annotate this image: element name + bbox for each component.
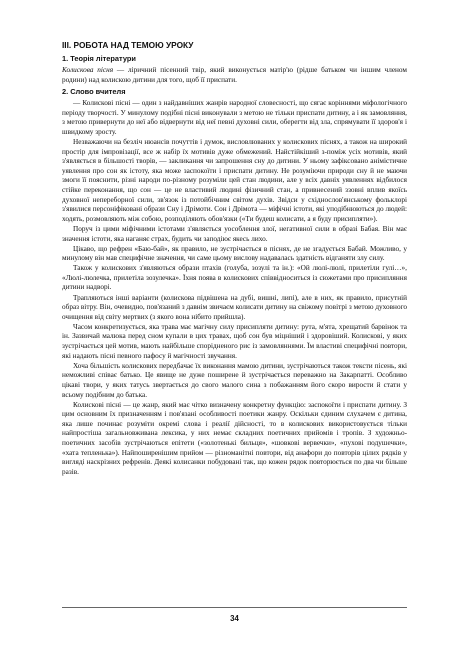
body-paragraph: Трапляються інші варіанти (колискова підвішена на дубі, вишні, липі), але в них, як правило, присутній образ вітру. Він, очевидно, пов'язаний з давнім звичаєм колисати дитину на свіжому повітрі з метою духовного очищення від світу мертвих (з якого вона нібито прийшла). <box>62 293 407 321</box>
subsection-teacher-title: 2. Слово вчителя <box>62 87 126 97</box>
page-number: 34 <box>230 614 239 623</box>
body-paragraph: Часом конкретизується, яка трава має магічну силу присипляти дитину: рута, м'ята, хрещатий барвінок та ін. Зазвичай малюка перед сном купали в цих травах, щоб сон був міцніший і здоровіший. Колискові, у яких зустрічається цей мотив, мають найбільше спорідненого рис із замовляннями. Їм властиві специфічні повтори, які надають пісні певного пафосу й магічності звучання. <box>62 322 407 360</box>
body-paragraph: — Колискові пісні — один з найдавніших жанрів народної словесності, що сягає коріннями міфологічного періоду творчості. У минулому подібні пісні виконували з метою не тільки приспати дитину, а і як замовляння, з метою привернути до неї або відвернути від неї певні духовні сили, оберегти від зла, спрямувати її здоров'я і швидкому зросту. <box>62 99 407 136</box>
body-paragraph: Цікаво, що рефрен «Баю-бай», як правило, не зустрічається в піснях, де не згадується Бабай. Можливо, у минулому він мав специфічне значення, чи саме цьому вислову надавалась здатність відганяти злу силу. <box>62 244 407 263</box>
definition-term: Колискова пісня <box>62 66 114 74</box>
subsection-theory-title: 1. Теорія літератури <box>62 54 136 63</box>
definition-text: — ліричний пісенний твір, який виконується матір'ю (рідше батьком чи іншим членом родини) над колискою дитини для того, щоб її приспати. <box>62 66 407 84</box>
body-paragraph: Хоча більшість колискових передбачає їх виконання мамою дитини, зустрічаються також тексти пісень, які неможливі співає батько. Це явище не дуже поширене й зустрічається переважно на Закарпатті. Особливо цікаві твори, у яких татусь звертається до свого малого сина з побажанням його скоро вирости й стати у всьому подібним до батька. <box>62 361 407 399</box>
body-paragraph: Поруч із цими міфічними істотами з'являється уособлення злої, негативної сили в образі Бабая. Він має значення істоти, яка наганяє страх, будить чи заподіює якесь лихо. <box>62 224 407 243</box>
page-content <box>62 40 407 478</box>
body-paragraph: Також у колискових з'являються образи птахів (голуба, зозулі та ін.): «Ой люлі-люлі, прилетіли гулі…», «Люлі-люлечка, прилетіла зозулечка». Їхня поява в колискових співвідноситься із сюжетами про присипляння дитини надворі. <box>62 264 407 292</box>
section-title: ІІІ. РОБОТА НАД ТЕМОЮ УРОКУ <box>62 40 194 50</box>
page-footer <box>62 607 407 623</box>
definition-paragraph <box>62 66 407 85</box>
body-paragraph: Незважаючи на безліч нюансів почуттів і думок, висловлюваних у колискових піснях, а також на широкий простір для імпровізації, все ж набір їх мотивів дуже обмежений. Найстійкіший з-поміж усіх мотивів, який з'являється в більшості творів, — закликання чи запрошення сну до дитини. У ньому зафіксовано анімістичне уявлення про сон як істоту, яка може заспокоїти і приспати дитину. Не розуміючи природи сну й не маючи змоги її пояснити, різні народи по-різному розуміли цей стан людини, але у всіх давніх уявленнях відбилося стійке переконання, що сон — це не властивий людині фізичний стан, а привнесений ззовні вплив якоїсь духовної непереборної сили, зв'язок із потойбічним світом духів. Звідси у східнослов'янському фольклорі з'явилися персоніфіковані образи Сну і Дрімоти. Сон і Дрімота — міфічні істоти, які уподібнюються до людей: ходять, розмовляють між собою, розподіляють обов'язки («Ти будеш колисати, а я буду присипляти»). <box>62 138 407 223</box>
body-paragraph: Колискові пісні — це жанр, який має чітко визначену конкретну функцію: заспокоїти і приспати дитину. З цим основним їх призначенням і пов'язані особливості поетики жанру. Оскільки єдиним слухачем є дитина, яка лише починає розуміти окремі слова і реалії дійсності, то в колискових використовується тільки найпростіша загальновживана лексика, у них немає складних поетичних прийомів і тропів. З художньо-поетичних засобів зустрічаються епітети («золотенькі бильця», «шовкові вервечки», «пухові подушечки», «хата тепленька»). Найпоширенішим прийом — різноманітні повтори, від анафори до повторів цілих рядків у вигляді наскрізних рефренів. Деякі колисанки побудовані так, що кожен рядок повторюється по два чи більше разів. <box>62 400 407 476</box>
